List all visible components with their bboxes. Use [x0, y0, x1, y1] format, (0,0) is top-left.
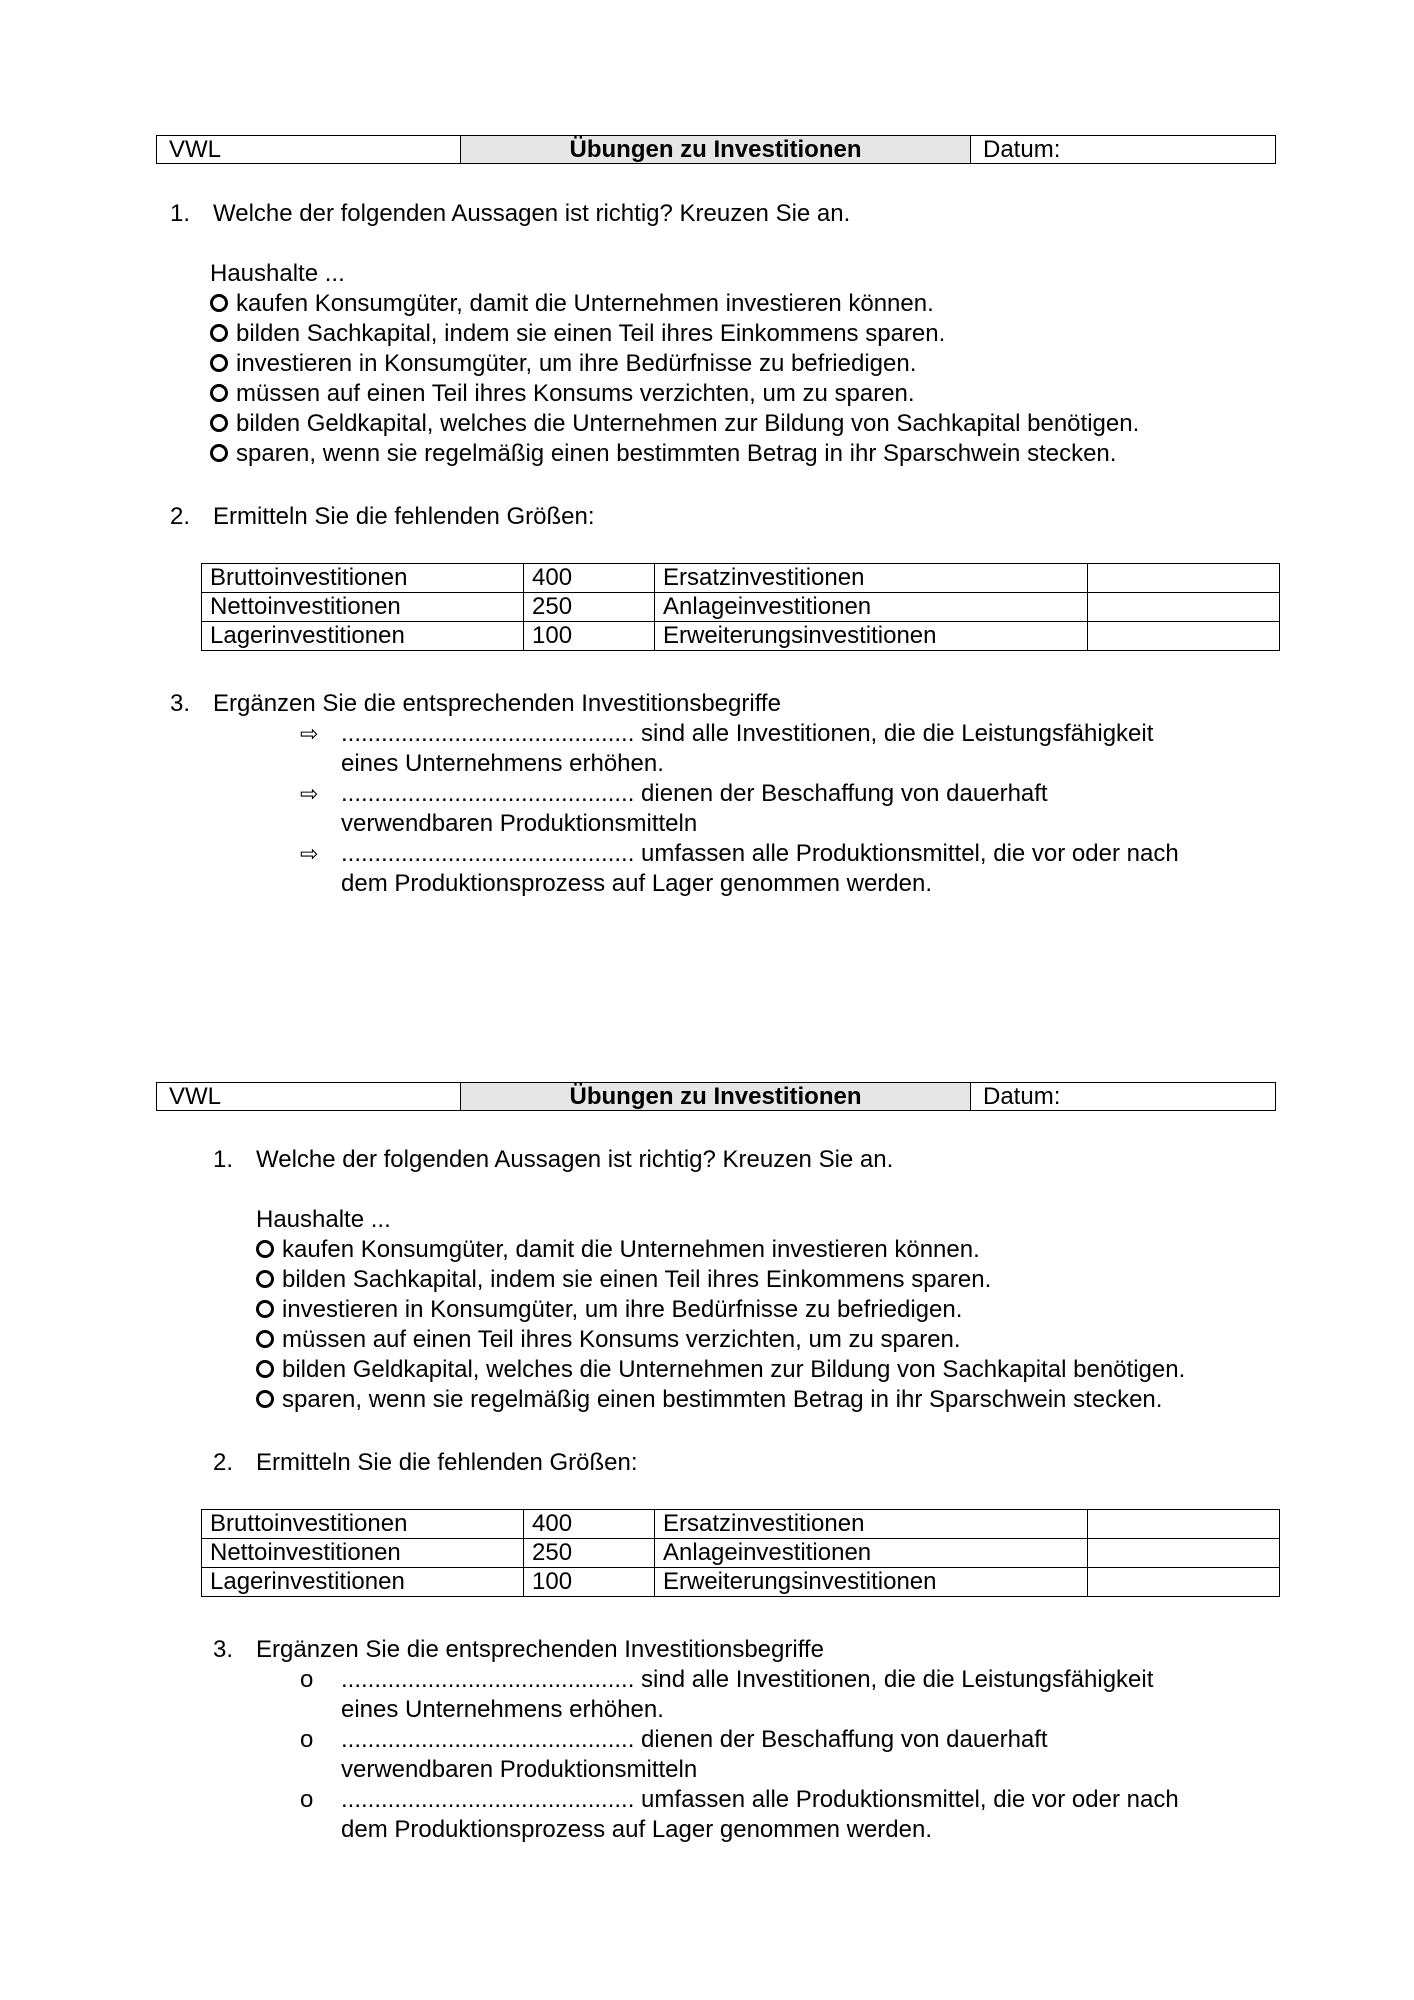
q1-option[interactable]: investieren in Konsumgüter, um ihre Bedürfnisse zu befriedigen.: [256, 1295, 962, 1325]
q3-item-line: ............................................ sind alle Investitionen, die die Leistungsfähigkeit: [341, 1666, 1154, 1693]
q1-option[interactable]: bilden Geldkapital, welches die Unternehmen zur Bildung von Sachkapital benötigen.: [256, 1355, 1185, 1385]
table-cell: 100: [524, 622, 655, 651]
q2-question: Ermitteln Sie die fehlenden Größen:: [256, 1449, 638, 1476]
table-row: [202, 1510, 1280, 1539]
q2-number: 2.: [170, 503, 191, 530]
checkbox-circle-icon[interactable]: [210, 354, 228, 372]
answer-cell[interactable]: [1088, 622, 1280, 651]
table-row: [202, 564, 1280, 593]
q3-item-line: ............................................ dienen der Beschaffung von dauerhaft: [341, 1726, 1048, 1753]
q3-number: 3.: [213, 1636, 234, 1663]
arrow-right-icon: ⇨: [300, 781, 319, 806]
table-row: [202, 1539, 1280, 1568]
table-row: [202, 1568, 1280, 1597]
q1-number: 1.: [213, 1146, 234, 1173]
q1-option[interactable]: bilden Sachkapital, indem sie einen Teil ihres Einkommens sparen.: [256, 1265, 991, 1295]
q3-item-line: eines Unternehmens erhöhen.: [341, 1696, 664, 1723]
table-cell: Lagerinvestitionen: [202, 622, 524, 651]
table-cell: Erweiterungsinvestitionen: [655, 622, 1088, 651]
worksheet-header-top: [156, 135, 1276, 164]
q3-question: Ergänzen Sie die entsprechenden Investitionsbegriffe: [213, 690, 781, 717]
q1-option[interactable]: investieren in Konsumgüter, um ihre Bedürfnisse zu befriedigen.: [210, 349, 916, 379]
date-cell: Datum:: [983, 1082, 1061, 1110]
q3-item-line: ............................................ sind alle Investitionen, die die Leistungsfähigkeit: [341, 720, 1154, 747]
checkbox-circle-icon[interactable]: [210, 324, 228, 342]
table-cell: Bruttoinvestitionen: [202, 564, 524, 593]
q2-question: Ermitteln Sie die fehlenden Größen:: [213, 503, 595, 530]
q3-number: 3.: [170, 690, 191, 717]
worksheet-header-bottom: [156, 1082, 1276, 1111]
answer-cell[interactable]: [1088, 564, 1280, 593]
q1-option[interactable]: kaufen Konsumgüter, damit die Unternehmen investieren können.: [210, 289, 934, 319]
q1-option[interactable]: sparen, wenn sie regelmäßig einen bestimmten Betrag in ihr Sparschwein stecken.: [210, 439, 1116, 469]
subject-cell: VWL: [157, 136, 461, 163]
table-cell: 250: [524, 593, 655, 622]
bullet-circle-icon: o: [300, 1786, 314, 1813]
q1-intro: Haushalte ...: [256, 1206, 391, 1233]
q3-question: Ergänzen Sie die entsprechenden Investitionsbegriffe: [256, 1636, 824, 1663]
q1-number: 1.: [170, 200, 191, 227]
table-cell: 100: [524, 1568, 655, 1597]
arrow-right-icon: ⇨: [300, 721, 319, 746]
checkbox-circle-icon[interactable]: [256, 1360, 274, 1378]
table-cell: 250: [524, 1539, 655, 1568]
table-cell: Anlageinvestitionen: [655, 1539, 1088, 1568]
q2-number: 2.: [213, 1449, 234, 1476]
table-cell: Bruttoinvestitionen: [202, 1510, 524, 1539]
date-cell: Datum:: [983, 135, 1061, 163]
answer-cell[interactable]: [1088, 1510, 1280, 1539]
q1-intro: Haushalte ...: [210, 260, 345, 287]
checkbox-circle-icon[interactable]: [210, 384, 228, 402]
table-cell: Anlageinvestitionen: [655, 593, 1088, 622]
q1-question: Welche der folgenden Aussagen ist richtig? Kreuzen Sie an.: [256, 1146, 894, 1173]
investment-table: [201, 563, 1280, 651]
table-cell: Erweiterungsinvestitionen: [655, 1568, 1088, 1597]
table-cell: Ersatzinvestitionen: [655, 564, 1088, 593]
bullet-circle-icon: o: [300, 1666, 314, 1693]
q3-item-line: dem Produktionsprozess auf Lager genommen werden.: [341, 1816, 932, 1843]
checkbox-circle-icon[interactable]: [256, 1300, 274, 1318]
checkbox-circle-icon[interactable]: [256, 1330, 274, 1348]
q1-option[interactable]: sparen, wenn sie regelmäßig einen bestimmten Betrag in ihr Sparschwein stecken.: [256, 1385, 1162, 1415]
q3-item-line: ............................................ umfassen alle Produktionsmittel, die vor oder nach: [341, 1786, 1179, 1813]
q3-item-line: dem Produktionsprozess auf Lager genommen werden.: [341, 870, 932, 897]
table-cell: 400: [524, 1510, 655, 1539]
checkbox-circle-icon[interactable]: [210, 444, 228, 462]
worksheet-title: Übungen zu Investitionen: [461, 1083, 971, 1110]
investment-table: [201, 1509, 1280, 1597]
worksheet-title: Übungen zu Investitionen: [461, 136, 971, 163]
q1-option[interactable]: bilden Geldkapital, welches die Unternehmen zur Bildung von Sachkapital benötigen.: [210, 409, 1139, 439]
checkbox-circle-icon[interactable]: [210, 294, 228, 312]
table-cell: Nettoinvestitionen: [202, 593, 524, 622]
checkbox-circle-icon[interactable]: [256, 1270, 274, 1288]
answer-cell[interactable]: [1088, 1539, 1280, 1568]
subject-cell: VWL: [157, 1083, 461, 1110]
table-cell: 400: [524, 564, 655, 593]
table-cell: Ersatzinvestitionen: [655, 1510, 1088, 1539]
answer-cell[interactable]: [1088, 1568, 1280, 1597]
table-row: [202, 593, 1280, 622]
table-cell: Nettoinvestitionen: [202, 1539, 524, 1568]
q3-item-line: verwendbaren Produktionsmitteln: [341, 1756, 698, 1783]
checkbox-circle-icon[interactable]: [210, 414, 228, 432]
checkbox-circle-icon[interactable]: [256, 1240, 274, 1258]
checkbox-circle-icon[interactable]: [256, 1390, 274, 1408]
answer-cell[interactable]: [1088, 593, 1280, 622]
q3-item-line: verwendbaren Produktionsmitteln: [341, 810, 698, 837]
arrow-right-icon: ⇨: [300, 841, 319, 866]
table-cell: Lagerinvestitionen: [202, 1568, 524, 1597]
q1-option[interactable]: müssen auf einen Teil ihres Konsums verzichten, um zu sparen.: [210, 379, 915, 409]
q1-option[interactable]: müssen auf einen Teil ihres Konsums verzichten, um zu sparen.: [256, 1325, 961, 1355]
q3-item-line: ............................................ umfassen alle Produktionsmittel, die vor oder nach: [341, 840, 1179, 867]
table-row: [202, 622, 1280, 651]
q1-option[interactable]: bilden Sachkapital, indem sie einen Teil ihres Einkommens sparen.: [210, 319, 945, 349]
q3-item-line: eines Unternehmens erhöhen.: [341, 750, 664, 777]
q3-item-line: ............................................ dienen der Beschaffung von dauerhaft: [341, 780, 1048, 807]
q1-option[interactable]: kaufen Konsumgüter, damit die Unternehmen investieren können.: [256, 1235, 980, 1265]
bullet-circle-icon: o: [300, 1726, 314, 1753]
q1-question: Welche der folgenden Aussagen ist richtig? Kreuzen Sie an.: [213, 200, 851, 227]
